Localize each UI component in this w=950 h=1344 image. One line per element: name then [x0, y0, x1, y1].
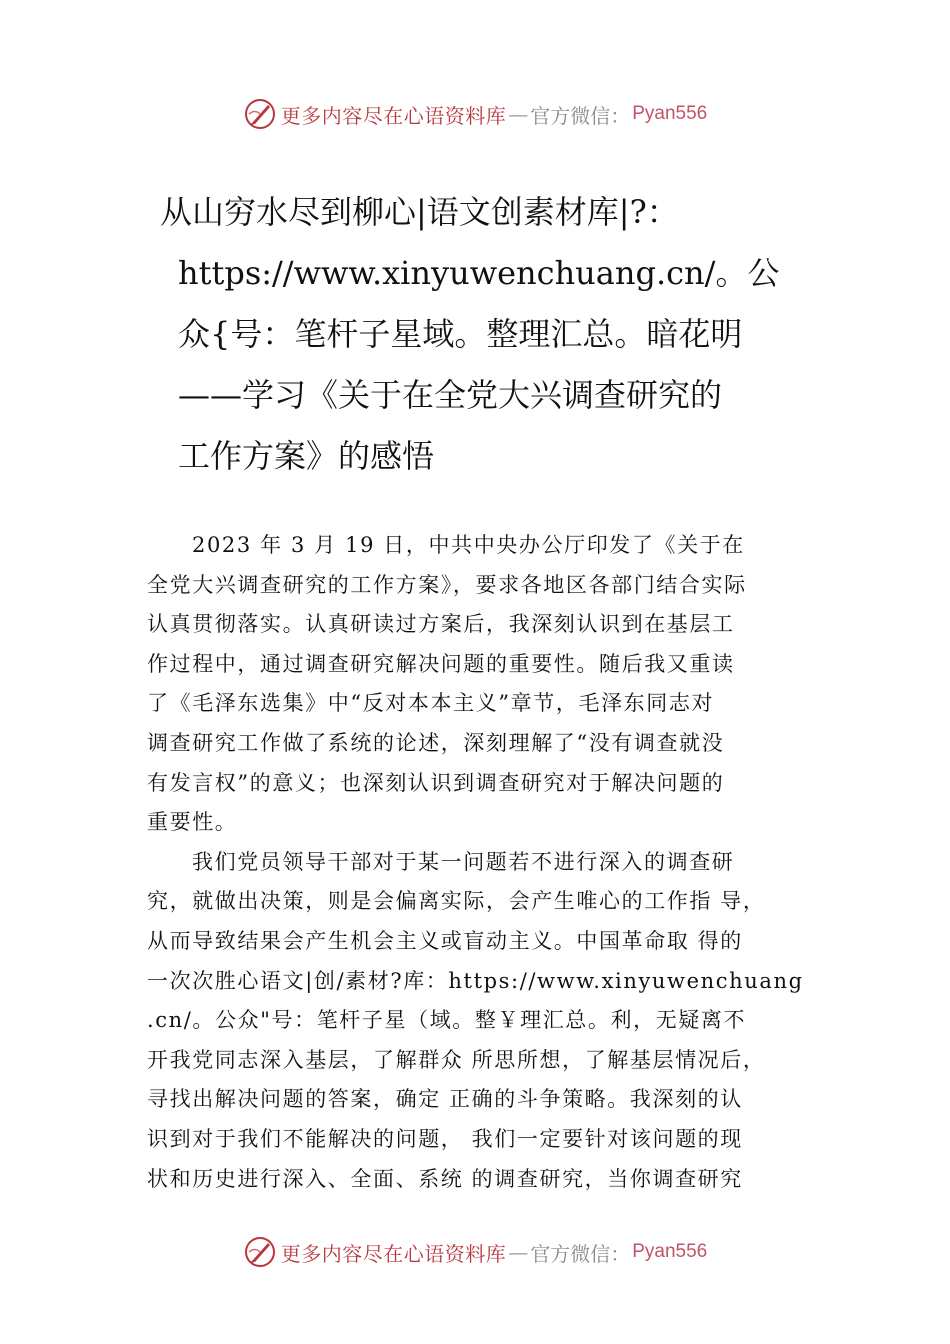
body-line: 识到对于我们不能解决的问题， 我们一定要针对该问题的现	[147, 1126, 743, 1151]
quill-logo-icon	[243, 97, 277, 131]
body-line: 2023 年 3 月 19 日，中共中央办公厅印发了《关于在	[192, 533, 745, 557]
paragraph-1	[147, 526, 827, 843]
body-line: 有发言权”的意义；也深刻认识到调查研究对于解决问题的	[147, 770, 725, 795]
footer-banner	[0, 1230, 950, 1274]
body-line: 寻找出解决问题的答案，确定 正确的斗争策略。我深刻的认	[147, 1087, 743, 1112]
banner-dash: —	[508, 1240, 529, 1264]
banner-brand-text: 更多内容尽在心语资料库	[280, 103, 507, 128]
banner-brand-text: 更多内容尽在心语资料库	[280, 1241, 507, 1266]
body-line: 从而导致结果会产生机会主义或盲动主义。中国革命取 得的	[147, 928, 743, 953]
quill-logo-icon	[243, 1235, 277, 1269]
banner-wechat-id: Pyan556	[632, 1241, 708, 1262]
banner-wechat-label: 官方微信：	[530, 103, 631, 128]
body-line: 一次次胜心语文|创/素材?库：https://www.xinyuwenchuang	[147, 968, 804, 993]
body-line: 状和历史进行深入、全面、系统 的调查研究，当你调查研究	[147, 1166, 743, 1191]
title-line: https://www.xinyuwenchuang.cn/。公	[178, 254, 780, 292]
document-body	[147, 526, 827, 1199]
document-title	[160, 182, 800, 487]
body-line: 究，就做出决策，则是会偏离实际，会产生唯心的工作指 导，	[147, 889, 766, 914]
title-line: ——学习《关于在全党大兴调查研究的	[178, 376, 723, 414]
paragraph-2	[147, 843, 827, 1199]
title-line: 工作方案》的感悟	[178, 437, 435, 475]
banner-wechat-id: Pyan556	[632, 103, 708, 124]
body-line: 认真贯彻落实。认真研读过方案后，我深刻认识到在基层工	[147, 612, 735, 637]
body-line: 重要性。	[147, 810, 238, 835]
body-line: 了《毛泽东选集》中“反对本本主义”章节，毛泽东同志对	[147, 691, 715, 716]
body-line: 开我党同志深入基层，了解群众 所思所想，了解基层情况后，	[147, 1047, 766, 1072]
title-line: 众{号：笔杆子星域。整理汇总。暗花明	[178, 315, 743, 353]
body-line: 调查研究工作做了系统的论述，深刻理解了“没有调查就没	[147, 730, 725, 755]
body-line: 作过程中，通过调查研究解决问题的重要性。随后我又重读	[147, 651, 735, 676]
banner-dash: —	[508, 102, 529, 126]
header-banner	[0, 92, 950, 136]
body-line: .cn/。公众"号：笔杆子星（域。整￥理汇总。利，无疑离不	[147, 1008, 747, 1033]
body-line: 全党大兴调查研究的工作方案》，要求各地区各部门结合实际	[147, 572, 747, 597]
title-line: 从山穷水尽到柳心|语文创素材库|?：	[160, 193, 679, 231]
body-line: 我们党员领导干部对于某一问题若不进行深入的调查研	[192, 849, 735, 874]
banner-wechat-label: 官方微信：	[530, 1241, 631, 1266]
